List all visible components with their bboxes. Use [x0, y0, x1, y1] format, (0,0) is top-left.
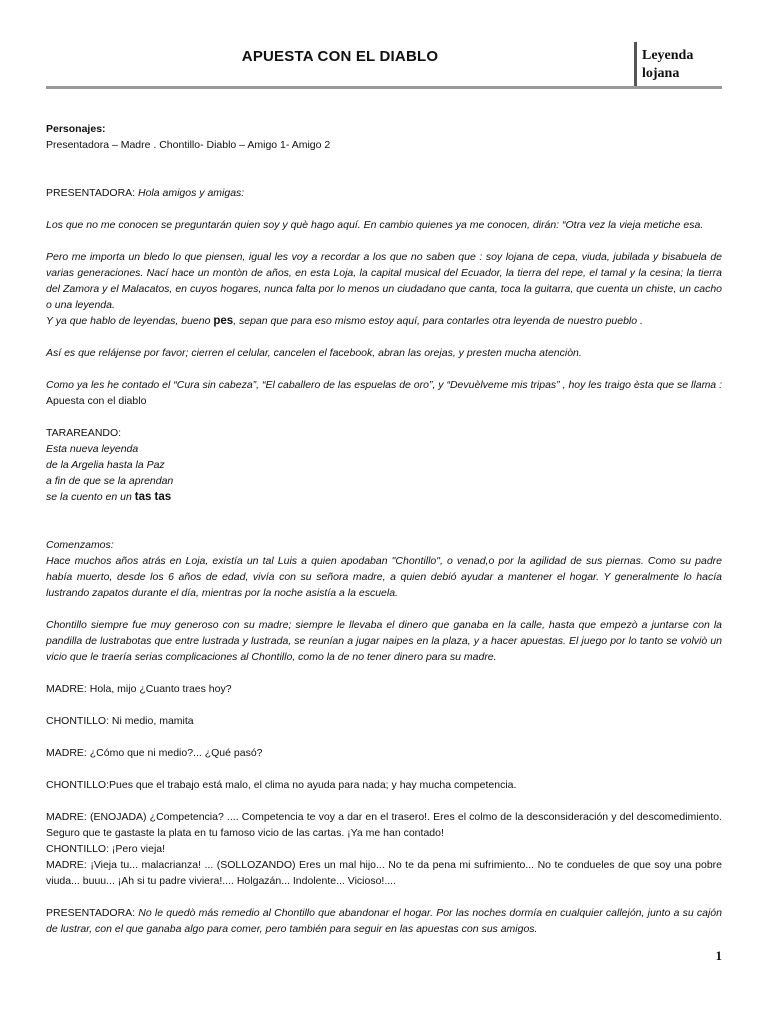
document-title: APUESTA CON EL DIABLO: [241, 48, 439, 65]
song-line: a fin de que se la aprendan: [46, 475, 174, 487]
paragraph: Hace muchos años atrás en Loja, existía un tal Luis a quien apodaban "Chontillo", o venad,o por la agilidad de sus piernas. Como su padre había muerto, desde los 6 años de edad, vivía con su señora madre, a quien debió ayudar a mantener el hogar. Y generalmente lo hacía lustrando zapatos durante el día, mientras por la noche asistía a la escuela.: [46, 555, 722, 599]
bold-word: tas tas: [134, 491, 172, 503]
paragraph: [46, 377, 722, 409]
dialogue-line: MADRE: ¿Cómo que ni medio?... ¿Qué pasó?: [46, 747, 263, 759]
speaker-label: PRESENTADORA:: [46, 907, 139, 919]
personajes-label: Personajes:: [46, 123, 106, 135]
paragraph-presentadora-closing: [46, 905, 722, 937]
comenzamos-heading: Comenzamos:: [46, 539, 114, 551]
bold-word: pes: [213, 315, 234, 327]
header-genre-label: [642, 47, 722, 83]
text-span: Y ya que hablo de leyendas, bueno: [46, 315, 214, 327]
header-genre-line2: lojana: [642, 66, 680, 81]
text-span: , sepan que para eso mismo estoy aquí, para contarles otra leyenda de nuestro pueblo .: [233, 315, 643, 327]
document-header: [46, 40, 722, 88]
dialogue-line: CHONTILLO:Pues que el trabajo está malo, el clima no ayuda para nada; y hay mucha competencia.: [46, 779, 517, 791]
paragraph-presentadora-intro: [46, 185, 722, 201]
song-line: de la Argelia hasta la Paz: [46, 459, 165, 471]
song-line: [46, 489, 722, 505]
text-span: Como ya les he contado el “Cura sin cabeza”, “El caballero de las espuelas de oro”, y “Devuèlveme mis tripas” , hoy les traigo èsta que se llama :: [46, 379, 722, 391]
paragraph: [46, 313, 722, 329]
paragraph: Los que no me conocen se preguntarán quien soy y què hago aquí. En cambio quienes ya me conocen, dirán: “Otra vez la vieja metiche esa.: [46, 219, 704, 231]
personajes-list: Presentadora – Madre . Chontillo- Diablo – Amigo 1- Amigo 2: [46, 139, 331, 151]
speaker-text: Hola amigos y amigas:: [138, 187, 245, 199]
paragraph: Así es que relájense por favor; cierren el celular, cancelen el facebook, abran las orejas, y presten mucha atenciòn.: [46, 347, 582, 359]
speaker-label: PRESENTADORA:: [46, 187, 138, 199]
paragraph: Chontillo siempre fue muy generoso con su madre; siempre le llevaba el dinero que ganaba en la calle, hasta que empezò a juntarse con la pandilla de lustrabotas que entre lustrada y lustrada, se reunían a jugar naipes en la plaza, y a hacer apuestas. El juego por lo tanto se volviò un vicio que le traería serias complicaciones al Chontillo, como la de no tener dinero para su madre.: [46, 619, 722, 663]
header-divider: [634, 42, 637, 88]
dialogue-line: MADRE: ¡Vieja tu... malacrianza! ... (SOLLOZANDO) Eres un mal hijo... No te da pena mi sufrimiento... No te condueles de que soy una pobre viuda... buuu... ¡Ah si tu padre viviera!.... Holgazán... Indolente... Vicioso!....: [46, 859, 722, 887]
dialogue-line: CHONTILLO: ¡Pero vieja!: [46, 843, 166, 855]
dialogue-line: MADRE: (ENOJADA) ¿Competencia? .... Competencia te voy a dar en el trasero!. Eres el colmo de la desconsideración y del descomedimiento. Seguro que te gastaste la plata en tu famoso vicio de las cartas. ¡Ya me han contado!: [46, 811, 722, 839]
header-rule: [46, 86, 722, 89]
song-line: Esta nueva leyenda: [46, 443, 139, 455]
dialogue-line: CHONTILLO: Ni medio, mamita: [46, 715, 194, 727]
page-number: 1: [715, 948, 722, 963]
text-span: se la cuento en un: [46, 491, 135, 503]
dialogue-line: MADRE: Hola, mijo ¿Cuanto traes hoy?: [46, 683, 232, 695]
document-body: [46, 121, 722, 937]
story-title-inline: Apuesta con el diablo: [46, 395, 147, 407]
song-heading: TARAREANDO:: [46, 427, 122, 439]
speaker-text: No le quedò más remedio al Chontillo que abandonar el hogar. Por las noches dormía en cualquier callejón, junto a su cajón de lustrar, con el que ganaba algo para comer, pero también para seguir en las apuestas con sus amigos.: [46, 907, 722, 935]
header-genre-line1: Leyenda: [642, 48, 694, 63]
paragraph: Pero me importa un bledo lo que piensen, igual les voy a recordar a los que no saben que : soy lojana de cepa, viuda, jubilada y bisabuela de varias generaciones. Nací hace un montòn de años, en esta Loja, la capital musical del Ecuador, la tierra del repe, el tamal y la cesina; la tierra del Zamora y el Malacatos, en cuyos hogares, nunca falta por lo menos un ciudadano que canta, toca la guitarra, que cuenta un chiste, un cacho o una leyenda.: [46, 251, 722, 311]
